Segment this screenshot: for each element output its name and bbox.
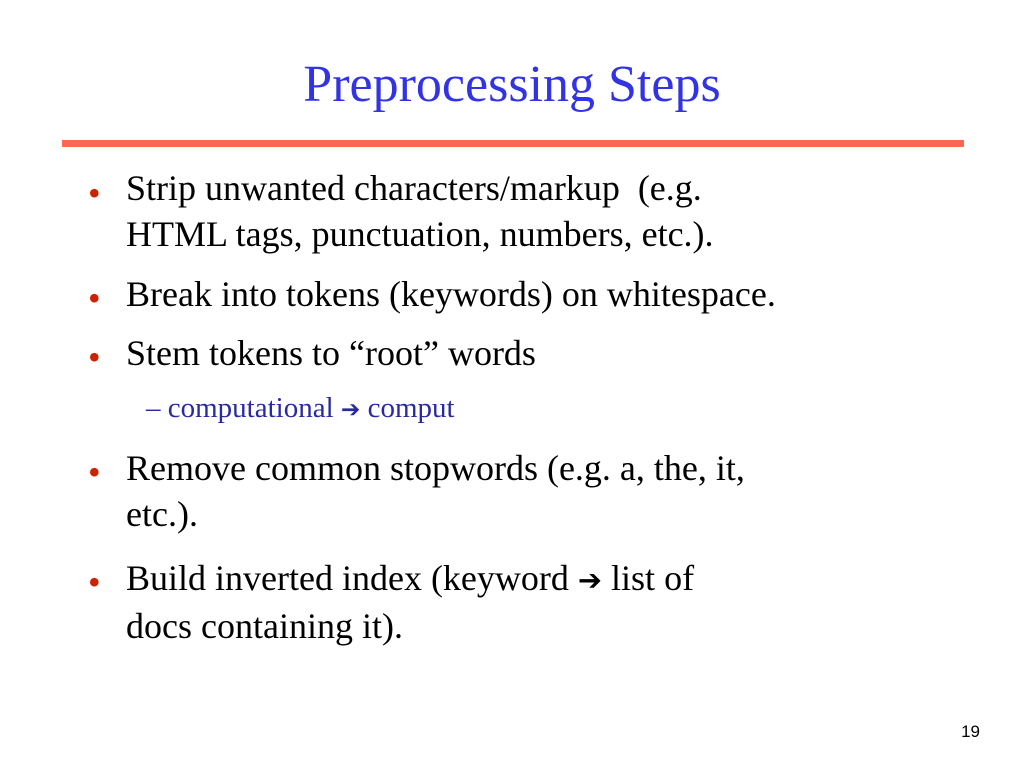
bullet-item-1-line-2: HTML tags, punctuation, numbers, etc.). bbox=[126, 214, 714, 254]
bullet-item-1 bbox=[126, 165, 966, 257]
slide-title: Preprocessing Steps bbox=[303, 56, 721, 113]
bullet-item-5 bbox=[126, 555, 966, 649]
bullet-item-5-text-before-arrow: Build inverted index (keyword bbox=[126, 558, 569, 598]
bullet-item-2 bbox=[126, 271, 966, 317]
bullet-marker: • bbox=[88, 278, 101, 318]
sub-bullet-stem-example bbox=[146, 390, 455, 428]
page-number: 19 bbox=[961, 722, 980, 741]
bullet-marker: • bbox=[88, 173, 101, 213]
bullet-item-4 bbox=[126, 445, 966, 537]
bullet-item-5-text-after-arrow: list of bbox=[611, 558, 695, 598]
bullet-marker: • bbox=[88, 337, 101, 377]
stem-example-source: computational bbox=[167, 392, 334, 424]
right-arrow-icon: ➔ bbox=[577, 563, 603, 597]
bullet-item-2-line-1: Break into tokens (keywords) on whitespace. bbox=[126, 274, 776, 314]
bullet-item-5-line-1 bbox=[126, 555, 966, 603]
bullet-item-5-line-2: docs containing it). bbox=[126, 606, 403, 646]
bullet-item-4-line-2: etc.). bbox=[126, 494, 198, 534]
sub-bullet-marker: – bbox=[146, 392, 161, 424]
bullet-item-4-line-1: Remove common stopwords (e.g. a, the, it, bbox=[126, 448, 745, 488]
stem-example-result: comput bbox=[367, 392, 455, 424]
bullet-item-3-line-1: Stem tokens to “root” words bbox=[126, 333, 536, 373]
bullet-item-1-line-1: Strip unwanted characters/markup (e.g. bbox=[126, 168, 702, 208]
bullet-marker: • bbox=[88, 452, 101, 492]
bullet-item-3 bbox=[126, 330, 966, 376]
bullet-marker: • bbox=[88, 562, 101, 602]
right-arrow-icon: ➔ bbox=[340, 396, 361, 423]
